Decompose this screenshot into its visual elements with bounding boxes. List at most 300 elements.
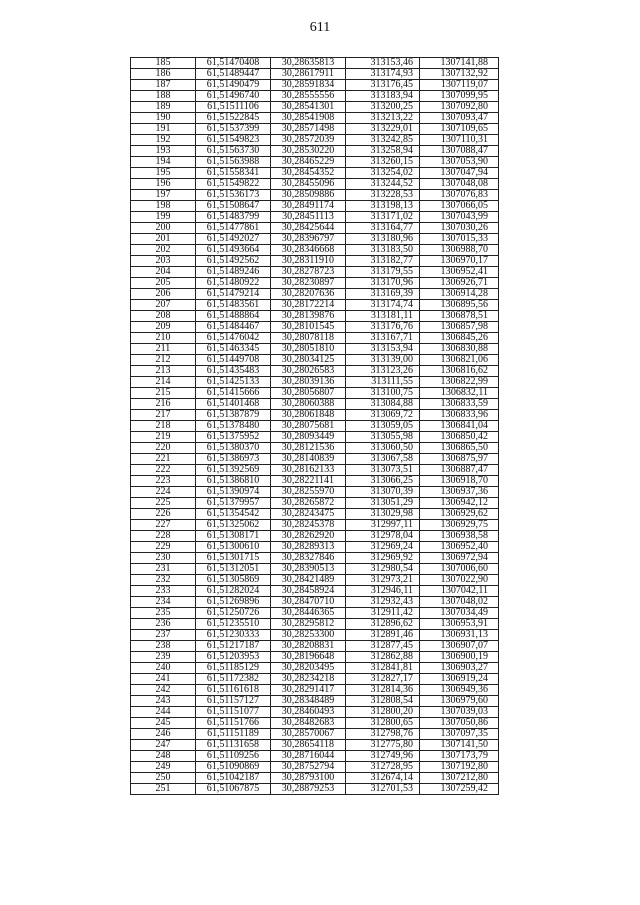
table-row [131,663,499,674]
latitude-cell: 61,51537399 [196,124,271,135]
point-number-cell: 233 [131,586,196,597]
coordinates-table [130,57,499,795]
longitude-cell: 30,28291417 [271,685,346,696]
point-number-cell: 228 [131,531,196,542]
table-row [131,300,499,311]
point-number-cell: 215 [131,388,196,399]
longitude-cell: 30,28101545 [271,322,346,333]
latitude-cell: 61,51489246 [196,267,271,278]
y-coordinate-cell: 1306822,99 [420,377,499,388]
point-number-cell: 201 [131,234,196,245]
table-row [131,333,499,344]
x-coordinate-cell: 313084,88 [346,399,420,410]
x-coordinate-cell: 312775,80 [346,740,420,751]
x-coordinate-cell: 313260,15 [346,157,420,168]
longitude-cell: 30,28591834 [271,80,346,91]
x-coordinate-cell: 312946,11 [346,586,420,597]
point-number-cell: 209 [131,322,196,333]
latitude-cell: 61,51185129 [196,663,271,674]
longitude-cell: 30,28455096 [271,179,346,190]
longitude-cell: 30,28245378 [271,520,346,531]
table-row [131,344,499,355]
latitude-cell: 61,51235510 [196,619,271,630]
latitude-cell: 61,51484467 [196,322,271,333]
y-coordinate-cell: 1306878,51 [420,311,499,322]
x-coordinate-cell: 312749,96 [346,751,420,762]
point-number-cell: 231 [131,564,196,575]
latitude-cell: 61,51483561 [196,300,271,311]
x-coordinate-cell: 313244,52 [346,179,420,190]
longitude-cell: 30,28208831 [271,641,346,652]
y-coordinate-cell: 1306970,17 [420,256,499,267]
x-coordinate-cell: 313179,55 [346,267,420,278]
point-number-cell: 234 [131,597,196,608]
longitude-cell: 30,28243475 [271,509,346,520]
table-row [131,377,499,388]
x-coordinate-cell: 313170,96 [346,278,420,289]
longitude-cell: 30,28396797 [271,234,346,245]
longitude-cell: 30,28460493 [271,707,346,718]
longitude-cell: 30,28278723 [271,267,346,278]
latitude-cell: 61,51269896 [196,597,271,608]
longitude-cell: 30,28051810 [271,344,346,355]
y-coordinate-cell: 1307132,92 [420,69,499,80]
table-row [131,399,499,410]
x-coordinate-cell: 313254,02 [346,168,420,179]
x-coordinate-cell: 313059,05 [346,421,420,432]
table-row [131,168,499,179]
x-coordinate-cell: 313171,02 [346,212,420,223]
table-row [131,784,499,795]
latitude-cell: 61,51151077 [196,707,271,718]
longitude-cell: 30,28570067 [271,729,346,740]
latitude-cell: 61,51435483 [196,366,271,377]
point-number-cell: 242 [131,685,196,696]
table-row [131,498,499,509]
latitude-cell: 61,51172382 [196,674,271,685]
table-row [131,751,499,762]
y-coordinate-cell: 1306833,96 [420,410,499,421]
y-coordinate-cell: 1307042,11 [420,586,499,597]
longitude-cell: 30,28265872 [271,498,346,509]
longitude-cell: 30,28716044 [271,751,346,762]
latitude-cell: 61,51563730 [196,146,271,157]
longitude-cell: 30,28446365 [271,608,346,619]
y-coordinate-cell: 1307099,95 [420,91,499,102]
latitude-cell: 61,51449708 [196,355,271,366]
longitude-cell: 30,28253300 [271,630,346,641]
latitude-cell: 61,51386810 [196,476,271,487]
y-coordinate-cell: 1307022,90 [420,575,499,586]
y-coordinate-cell: 1306816,62 [420,366,499,377]
latitude-cell: 61,51250726 [196,608,271,619]
point-number-cell: 214 [131,377,196,388]
longitude-cell: 30,28061848 [271,410,346,421]
y-coordinate-cell: 1307034,49 [420,608,499,619]
x-coordinate-cell: 313213,22 [346,113,420,124]
y-coordinate-cell: 1306979,60 [420,696,499,707]
x-coordinate-cell: 313174,93 [346,69,420,80]
latitude-cell: 61,51109256 [196,751,271,762]
table-row [131,311,499,322]
point-number-cell: 187 [131,80,196,91]
longitude-cell: 30,28207636 [271,289,346,300]
point-number-cell: 248 [131,751,196,762]
table-row [131,707,499,718]
x-coordinate-cell: 313073,51 [346,465,420,476]
latitude-cell: 61,51488864 [196,311,271,322]
latitude-cell: 61,51067875 [196,784,271,795]
longitude-cell: 30,28541301 [271,102,346,113]
table-row [131,553,499,564]
y-coordinate-cell: 1306907,07 [420,641,499,652]
latitude-cell: 61,51308171 [196,531,271,542]
y-coordinate-cell: 1307173,79 [420,751,499,762]
table-row [131,696,499,707]
x-coordinate-cell: 313153,94 [346,344,420,355]
point-number-cell: 217 [131,410,196,421]
latitude-cell: 61,51380370 [196,443,271,454]
longitude-cell: 30,28346668 [271,245,346,256]
point-number-cell: 200 [131,223,196,234]
table-row [131,69,499,80]
longitude-cell: 30,28617911 [271,69,346,80]
table-row [131,597,499,608]
point-number-cell: 206 [131,289,196,300]
point-number-cell: 221 [131,454,196,465]
x-coordinate-cell: 312932,43 [346,597,420,608]
latitude-cell: 61,51312051 [196,564,271,575]
point-number-cell: 229 [131,542,196,553]
y-coordinate-cell: 1307066,05 [420,201,499,212]
longitude-cell: 30,28255970 [271,487,346,498]
longitude-cell: 30,28879253 [271,784,346,795]
point-number-cell: 230 [131,553,196,564]
latitude-cell: 61,51301715 [196,553,271,564]
point-number-cell: 205 [131,278,196,289]
y-coordinate-cell: 1306929,62 [420,509,499,520]
x-coordinate-cell: 312891,46 [346,630,420,641]
point-number-cell: 213 [131,366,196,377]
point-number-cell: 204 [131,267,196,278]
table-row [131,520,499,531]
y-coordinate-cell: 1307092,80 [420,102,499,113]
x-coordinate-cell: 313198,13 [346,201,420,212]
latitude-cell: 61,51479214 [196,289,271,300]
table-row [131,278,499,289]
longitude-cell: 30,28162133 [271,465,346,476]
y-coordinate-cell: 1306931,13 [420,630,499,641]
y-coordinate-cell: 1307015,33 [420,234,499,245]
y-coordinate-cell: 1307076,83 [420,190,499,201]
y-coordinate-cell: 1306875,97 [420,454,499,465]
y-coordinate-cell: 1307212,80 [420,773,499,784]
longitude-cell: 30,28262920 [271,531,346,542]
longitude-cell: 30,28555556 [271,91,346,102]
y-coordinate-cell: 1307097,35 [420,729,499,740]
point-number-cell: 191 [131,124,196,135]
x-coordinate-cell: 312814,36 [346,685,420,696]
table-row [131,762,499,773]
y-coordinate-cell: 1307119,07 [420,80,499,91]
latitude-cell: 61,51387879 [196,410,271,421]
y-coordinate-cell: 1306949,36 [420,685,499,696]
longitude-cell: 30,28172214 [271,300,346,311]
latitude-cell: 61,51042187 [196,773,271,784]
y-coordinate-cell: 1307006,60 [420,564,499,575]
longitude-cell: 30,28093449 [271,432,346,443]
y-coordinate-cell: 1307088,47 [420,146,499,157]
point-number-cell: 199 [131,212,196,223]
y-coordinate-cell: 1306850,42 [420,432,499,443]
longitude-cell: 30,28635813 [271,58,346,69]
point-number-cell: 189 [131,102,196,113]
longitude-cell: 30,28530220 [271,146,346,157]
longitude-cell: 30,28465229 [271,157,346,168]
latitude-cell: 61,51300610 [196,542,271,553]
table-row [131,410,499,421]
y-coordinate-cell: 1306903,27 [420,663,499,674]
y-coordinate-cell: 1306914,28 [420,289,499,300]
table-row [131,674,499,685]
y-coordinate-cell: 1306900,19 [420,652,499,663]
table-row [131,234,499,245]
latitude-cell: 61,51401468 [196,399,271,410]
point-number-cell: 192 [131,135,196,146]
x-coordinate-cell: 313060,50 [346,443,420,454]
longitude-cell: 30,28421489 [271,575,346,586]
y-coordinate-cell: 1306821,06 [420,355,499,366]
longitude-cell: 30,28295812 [271,619,346,630]
y-coordinate-cell: 1306926,71 [420,278,499,289]
latitude-cell: 61,51563988 [196,157,271,168]
latitude-cell: 61,51354542 [196,509,271,520]
point-number-cell: 196 [131,179,196,190]
x-coordinate-cell: 312997,11 [346,520,420,531]
table-row [131,135,499,146]
table-row [131,201,499,212]
y-coordinate-cell: 1306833,59 [420,399,499,410]
x-coordinate-cell: 313183,94 [346,91,420,102]
latitude-cell: 61,51549822 [196,179,271,190]
y-coordinate-cell: 1306938,58 [420,531,499,542]
x-coordinate-cell: 312827,17 [346,674,420,685]
latitude-cell: 61,51305869 [196,575,271,586]
point-number-cell: 237 [131,630,196,641]
point-number-cell: 225 [131,498,196,509]
longitude-cell: 30,28509886 [271,190,346,201]
table-row [131,608,499,619]
latitude-cell: 61,51508647 [196,201,271,212]
table-row [131,289,499,300]
longitude-cell: 30,28458924 [271,586,346,597]
x-coordinate-cell: 312969,24 [346,542,420,553]
latitude-cell: 61,51480922 [196,278,271,289]
y-coordinate-cell: 1307050,86 [420,718,499,729]
point-number-cell: 216 [131,399,196,410]
latitude-cell: 61,51157127 [196,696,271,707]
longitude-cell: 30,28327846 [271,553,346,564]
point-number-cell: 212 [131,355,196,366]
table-row [131,454,499,465]
point-number-cell: 210 [131,333,196,344]
x-coordinate-cell: 312800,65 [346,718,420,729]
y-coordinate-cell: 1306929,75 [420,520,499,531]
latitude-cell: 61,51549823 [196,135,271,146]
latitude-cell: 61,51558341 [196,168,271,179]
point-number-cell: 246 [131,729,196,740]
table-row [131,487,499,498]
latitude-cell: 61,51493664 [196,245,271,256]
longitude-cell: 30,28482683 [271,718,346,729]
x-coordinate-cell: 313070,39 [346,487,420,498]
longitude-cell: 30,28454352 [271,168,346,179]
latitude-cell: 61,51151189 [196,729,271,740]
longitude-cell: 30,28541908 [271,113,346,124]
latitude-cell: 61,51477861 [196,223,271,234]
latitude-cell: 61,51492562 [196,256,271,267]
table-row [131,256,499,267]
table-row [131,157,499,168]
x-coordinate-cell: 313067,58 [346,454,420,465]
x-coordinate-cell: 313176,45 [346,80,420,91]
point-number-cell: 208 [131,311,196,322]
x-coordinate-cell: 312877,45 [346,641,420,652]
point-number-cell: 249 [131,762,196,773]
table-row [131,388,499,399]
table-row [131,223,499,234]
point-number-cell: 198 [131,201,196,212]
x-coordinate-cell: 312969,92 [346,553,420,564]
x-coordinate-cell: 312701,53 [346,784,420,795]
point-number-cell: 247 [131,740,196,751]
point-number-cell: 236 [131,619,196,630]
table-row [131,212,499,223]
longitude-cell: 30,28139876 [271,311,346,322]
table-row [131,542,499,553]
y-coordinate-cell: 1306988,70 [420,245,499,256]
table-row [131,366,499,377]
longitude-cell: 30,28034125 [271,355,346,366]
longitude-cell: 30,28654118 [271,740,346,751]
y-coordinate-cell: 1306845,26 [420,333,499,344]
point-number-cell: 194 [131,157,196,168]
point-number-cell: 207 [131,300,196,311]
y-coordinate-cell: 1307109,65 [420,124,499,135]
longitude-cell: 30,28026583 [271,366,346,377]
x-coordinate-cell: 313123,26 [346,366,420,377]
table-row [131,322,499,333]
table-row [131,91,499,102]
x-coordinate-cell: 312978,04 [346,531,420,542]
latitude-cell: 61,51230333 [196,630,271,641]
point-number-cell: 235 [131,608,196,619]
point-number-cell: 218 [131,421,196,432]
x-coordinate-cell: 313174,74 [346,300,420,311]
y-coordinate-cell: 1306895,56 [420,300,499,311]
table-row [131,531,499,542]
point-number-cell: 202 [131,245,196,256]
point-number-cell: 251 [131,784,196,795]
latitude-cell: 61,51203953 [196,652,271,663]
x-coordinate-cell: 312841,81 [346,663,420,674]
point-number-cell: 245 [131,718,196,729]
y-coordinate-cell: 1307192,80 [420,762,499,773]
x-coordinate-cell: 312896,62 [346,619,420,630]
point-number-cell: 226 [131,509,196,520]
table-row [131,443,499,454]
table-row [131,685,499,696]
table-row [131,102,499,113]
latitude-cell: 61,51463345 [196,344,271,355]
y-coordinate-cell: 1307110,31 [420,135,499,146]
table-row [131,575,499,586]
point-number-cell: 243 [131,696,196,707]
x-coordinate-cell: 313200,25 [346,102,420,113]
latitude-cell: 61,51151766 [196,718,271,729]
longitude-cell: 30,28793100 [271,773,346,784]
table-row [131,179,499,190]
latitude-cell: 61,51415666 [196,388,271,399]
table-row [131,509,499,520]
table-row [131,421,499,432]
x-coordinate-cell: 312674,14 [346,773,420,784]
x-coordinate-cell: 312862,88 [346,652,420,663]
x-coordinate-cell: 313183,50 [346,245,420,256]
x-coordinate-cell: 313029,98 [346,509,420,520]
table-row [131,586,499,597]
longitude-cell: 30,28491174 [271,201,346,212]
y-coordinate-cell: 1306857,98 [420,322,499,333]
table-row [131,355,499,366]
y-coordinate-cell: 1306952,40 [420,542,499,553]
y-coordinate-cell: 1306952,41 [420,267,499,278]
x-coordinate-cell: 312808,54 [346,696,420,707]
longitude-cell: 30,28425644 [271,223,346,234]
x-coordinate-cell: 313180,96 [346,234,420,245]
x-coordinate-cell: 312798,76 [346,729,420,740]
table-row [131,267,499,278]
point-number-cell: 219 [131,432,196,443]
latitude-cell: 61,51470408 [196,58,271,69]
x-coordinate-cell: 313069,72 [346,410,420,421]
longitude-cell: 30,28221141 [271,476,346,487]
y-coordinate-cell: 1306972,94 [420,553,499,564]
point-number-cell: 240 [131,663,196,674]
y-coordinate-cell: 1307030,26 [420,223,499,234]
y-coordinate-cell: 1306841,04 [420,421,499,432]
latitude-cell: 61,51492027 [196,234,271,245]
longitude-cell: 30,28311910 [271,256,346,267]
point-number-cell: 232 [131,575,196,586]
y-coordinate-cell: 1307048,02 [420,597,499,608]
longitude-cell: 30,28060388 [271,399,346,410]
table-row [131,630,499,641]
latitude-cell: 61,51378480 [196,421,271,432]
latitude-cell: 61,51522845 [196,113,271,124]
longitude-cell: 30,28121536 [271,443,346,454]
latitude-cell: 61,51483799 [196,212,271,223]
table-row [131,619,499,630]
point-number-cell: 227 [131,520,196,531]
x-coordinate-cell: 312911,42 [346,608,420,619]
x-coordinate-cell: 313176,76 [346,322,420,333]
table-row [131,113,499,124]
latitude-cell: 61,51476042 [196,333,271,344]
page-number: 611 [309,20,331,35]
point-number-cell: 193 [131,146,196,157]
latitude-cell: 61,51282024 [196,586,271,597]
